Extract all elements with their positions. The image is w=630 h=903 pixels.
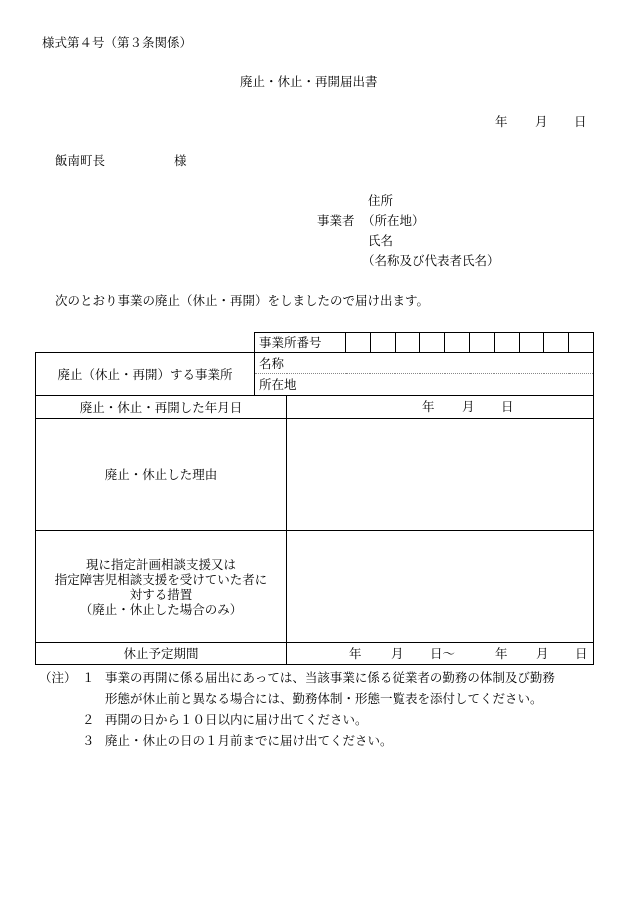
applicant-address-label: 住所 (368, 193, 394, 208)
measures-label-line: （廃止・休止した場合のみ） (79, 601, 243, 617)
note-line: 形態が休止前と異なる場合には、勤務体制・形態一覧表を添付してください。 (105, 691, 543, 706)
period-year-start: 年 (349, 646, 362, 661)
note-number: ３ (82, 733, 95, 748)
office-number-digit-box[interactable] (470, 333, 495, 353)
suspension-period-field[interactable] (287, 643, 594, 665)
office-number-digit-box[interactable] (519, 333, 544, 353)
change-date-field[interactable] (287, 396, 594, 419)
notification-table (35, 332, 594, 665)
applicant-name-label: 氏名 (368, 233, 394, 248)
page-title: 廃止・休止・再開届出書 (240, 74, 378, 89)
office-number-digit-box[interactable] (494, 333, 519, 353)
measures-label-line: 指定障害児相談支援を受けていた者に (54, 571, 268, 587)
office-label: 廃止（休止・再開）する事業所 (36, 353, 255, 396)
note-line: 事業の再開に係る届出にあっては、当該事業に係る従業者の勤務の体制及び勤務 (105, 670, 555, 685)
office-number-label: 事業所番号 (255, 333, 346, 353)
date-year-label: 年 (495, 114, 508, 129)
office-number-digit-box[interactable] (420, 333, 445, 353)
note-line: 廃止・休止の日の１月前までに届け出てください。 (105, 733, 393, 748)
office-name-label: 名称 (259, 355, 285, 371)
office-number-digit-box[interactable] (395, 333, 420, 353)
measures-label (36, 531, 287, 643)
office-number-digit-box[interactable] (445, 333, 470, 353)
table-blank-cell (36, 333, 255, 353)
office-location-label: 所在地 (259, 377, 297, 392)
office-location-field[interactable] (255, 374, 594, 396)
form-number: 様式第４号（第３条関係） (42, 35, 193, 50)
office-number-digit-box[interactable] (346, 333, 371, 353)
applicant-name-paren: （名称及び代表者氏名） (362, 253, 500, 268)
measures-label-line: 現に指定計画相談支援又は (85, 556, 236, 572)
applicant-address-paren: （所在地） (362, 213, 425, 228)
change-date-month: 月 (462, 399, 475, 414)
office-number-digit-box[interactable] (370, 333, 395, 353)
reason-label: 廃止・休止した理由 (36, 419, 287, 531)
office-number-digit-box[interactable] (544, 333, 569, 353)
period-month-start: 月 (391, 646, 404, 661)
measures-label-line: 対する措置 (129, 586, 193, 602)
intro-text: 次のとおり事業の廃止（休止・再開）をしましたので届け出ます。 (55, 293, 430, 308)
change-date-day: 日 (501, 399, 514, 414)
period-year-end: 年 (495, 646, 508, 661)
period-month-end: 月 (536, 646, 549, 661)
period-day-start: 日～ (430, 646, 456, 661)
measures-field[interactable] (287, 531, 594, 643)
change-date-year: 年 (422, 399, 435, 414)
date-month-label: 月 (535, 114, 548, 129)
office-name-field[interactable] (255, 353, 594, 374)
addressee: 飯南町長 (55, 153, 106, 168)
notes-prefix: （注） (39, 670, 77, 685)
note-line: 再開の日から１０日以内に届け出てください。 (105, 712, 368, 727)
period-day-end: 日 (575, 646, 588, 661)
note-number: ２ (82, 712, 95, 727)
note-number: １ (82, 670, 95, 685)
applicant-role-label: 事業者 (317, 213, 355, 228)
date-day-label: 日 (574, 114, 587, 129)
suspension-period-label: 休止予定期間 (36, 643, 287, 665)
change-date-label: 廃止・休止・再開した年月日 (36, 396, 287, 419)
reason-field[interactable] (287, 419, 594, 531)
honorific: 様 (174, 153, 187, 168)
office-number-digit-box[interactable] (569, 333, 594, 353)
